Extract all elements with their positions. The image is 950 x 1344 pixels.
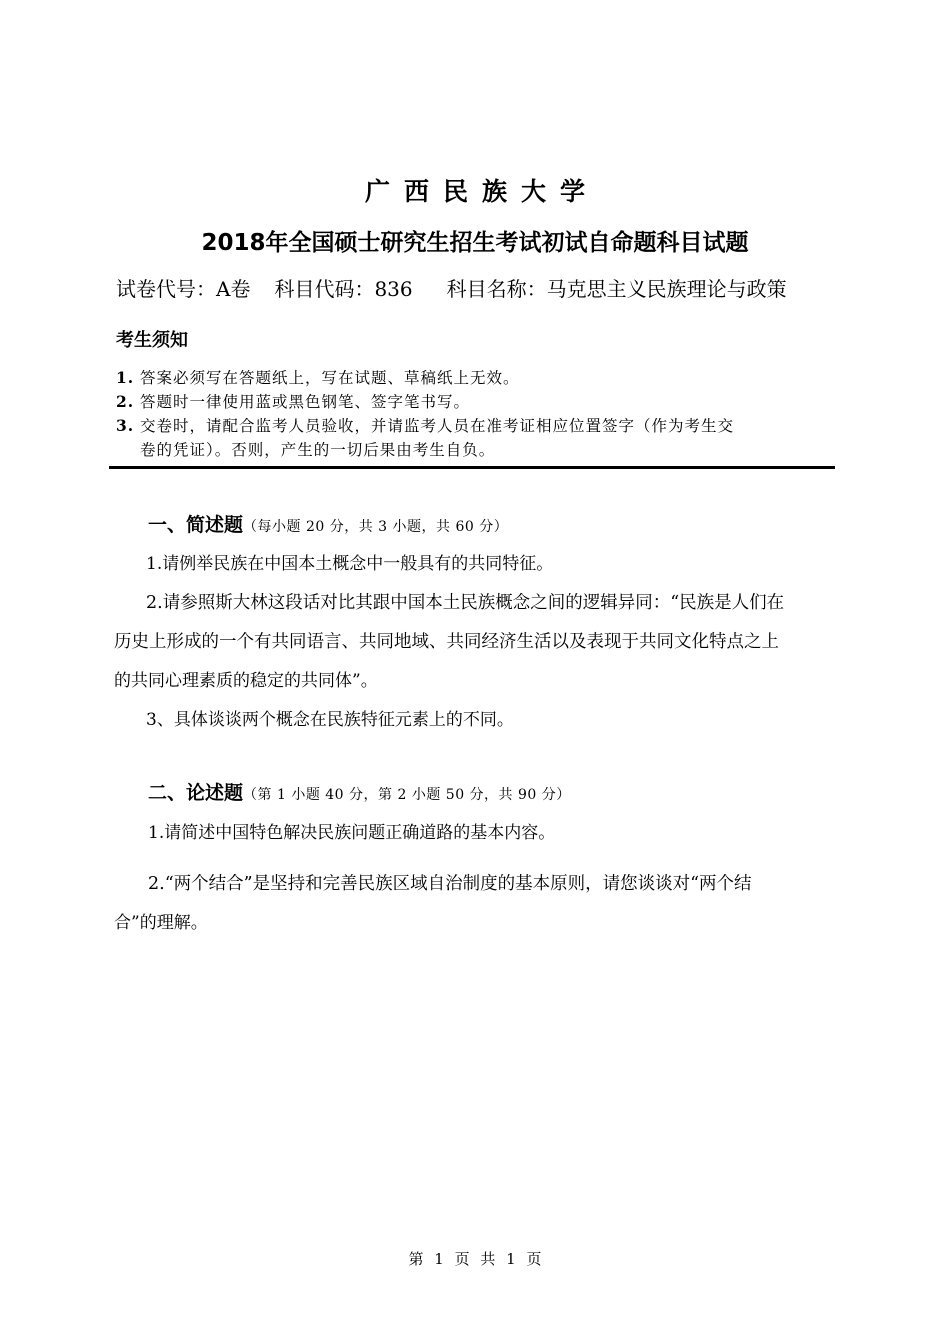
page-number-footer: 第 1 页 共 1 页 (408, 1250, 542, 1268)
notice-item-text: 交卷时，请配合监考人员验收，并请监考人员在准考证相应位置签字（作为考生交 (140, 417, 735, 435)
subject-code: 科目代码：836 (274, 277, 413, 301)
section-1-question-3: 3、具体谈谈两个概念在民族特征元素上的不同。 (146, 710, 514, 730)
section-2-title: 二、论述题 (148, 782, 244, 804)
section-1-question-2-line-2: 历史上形成的一个有共同语言、共同地域、共同经济生活以及表现于共同文化特点之上 (114, 632, 779, 652)
section-2-scoring-note: （第 1 小题 40 分，第 2 小题 50 分，共 90 分） (243, 787, 571, 803)
paper-code: 试卷代号：A卷 (116, 277, 251, 301)
notice-heading: 考生须知 (116, 330, 188, 351)
exam-title: 2018年全国硕士研究生招生考试初试自命题科目试题 (201, 230, 749, 256)
notice-item-text: 答案必须写在答题纸上，写在试题、草稿纸上无效。 (140, 369, 520, 387)
section-2-question-2-line-2: 合”的理解。 (114, 913, 208, 933)
section-1-heading (148, 510, 508, 537)
notice-item-text: 答题时一律使用蓝或黑色钢笔、签字笔书写。 (140, 393, 471, 411)
subject-name: 科目名称：马克思主义民族理论与政策 (446, 277, 787, 301)
notice-item-3-continuation: 卷的凭证）。否则，产生的一切后果由考生自负。 (140, 441, 496, 459)
notice-item-number: 3. (116, 416, 135, 435)
notice-item-number: 2. (116, 392, 135, 411)
university-name: 广西民族大学 (364, 177, 599, 206)
notice-item-2 (116, 390, 470, 412)
exam-meta-line (116, 273, 787, 302)
section-1-question-2-line-3: 的共同心理素质的稳定的共同体”。 (114, 671, 378, 691)
section-2-heading (148, 778, 571, 805)
section-1-question-2-line-1: 2.请参照斯大林这段话对比其跟中国本土民族概念之间的逻辑异同：“民族是人们在 (146, 593, 785, 613)
section-1-scoring-note: （每小题 20 分，共 3 小题，共 60 分） (243, 519, 509, 535)
notice-item-1 (116, 366, 520, 388)
notice-item-number: 1. (116, 368, 135, 387)
section-1-title: 一、简述题 (148, 514, 244, 536)
notice-item-3 (116, 414, 734, 436)
section-2-question-1: 1.请简述中国特色解决民族问题正确道路的基本内容。 (148, 823, 556, 843)
header-divider (109, 466, 835, 469)
section-1-question-1: 1.请例举民族在中国本土概念中一般具有的共同特征。 (146, 554, 554, 574)
section-2-question-2-line-1: 2.“两个结合”是坚持和完善民族区域自治制度的基本原则，请您谈谈对“两个结 (148, 874, 752, 894)
